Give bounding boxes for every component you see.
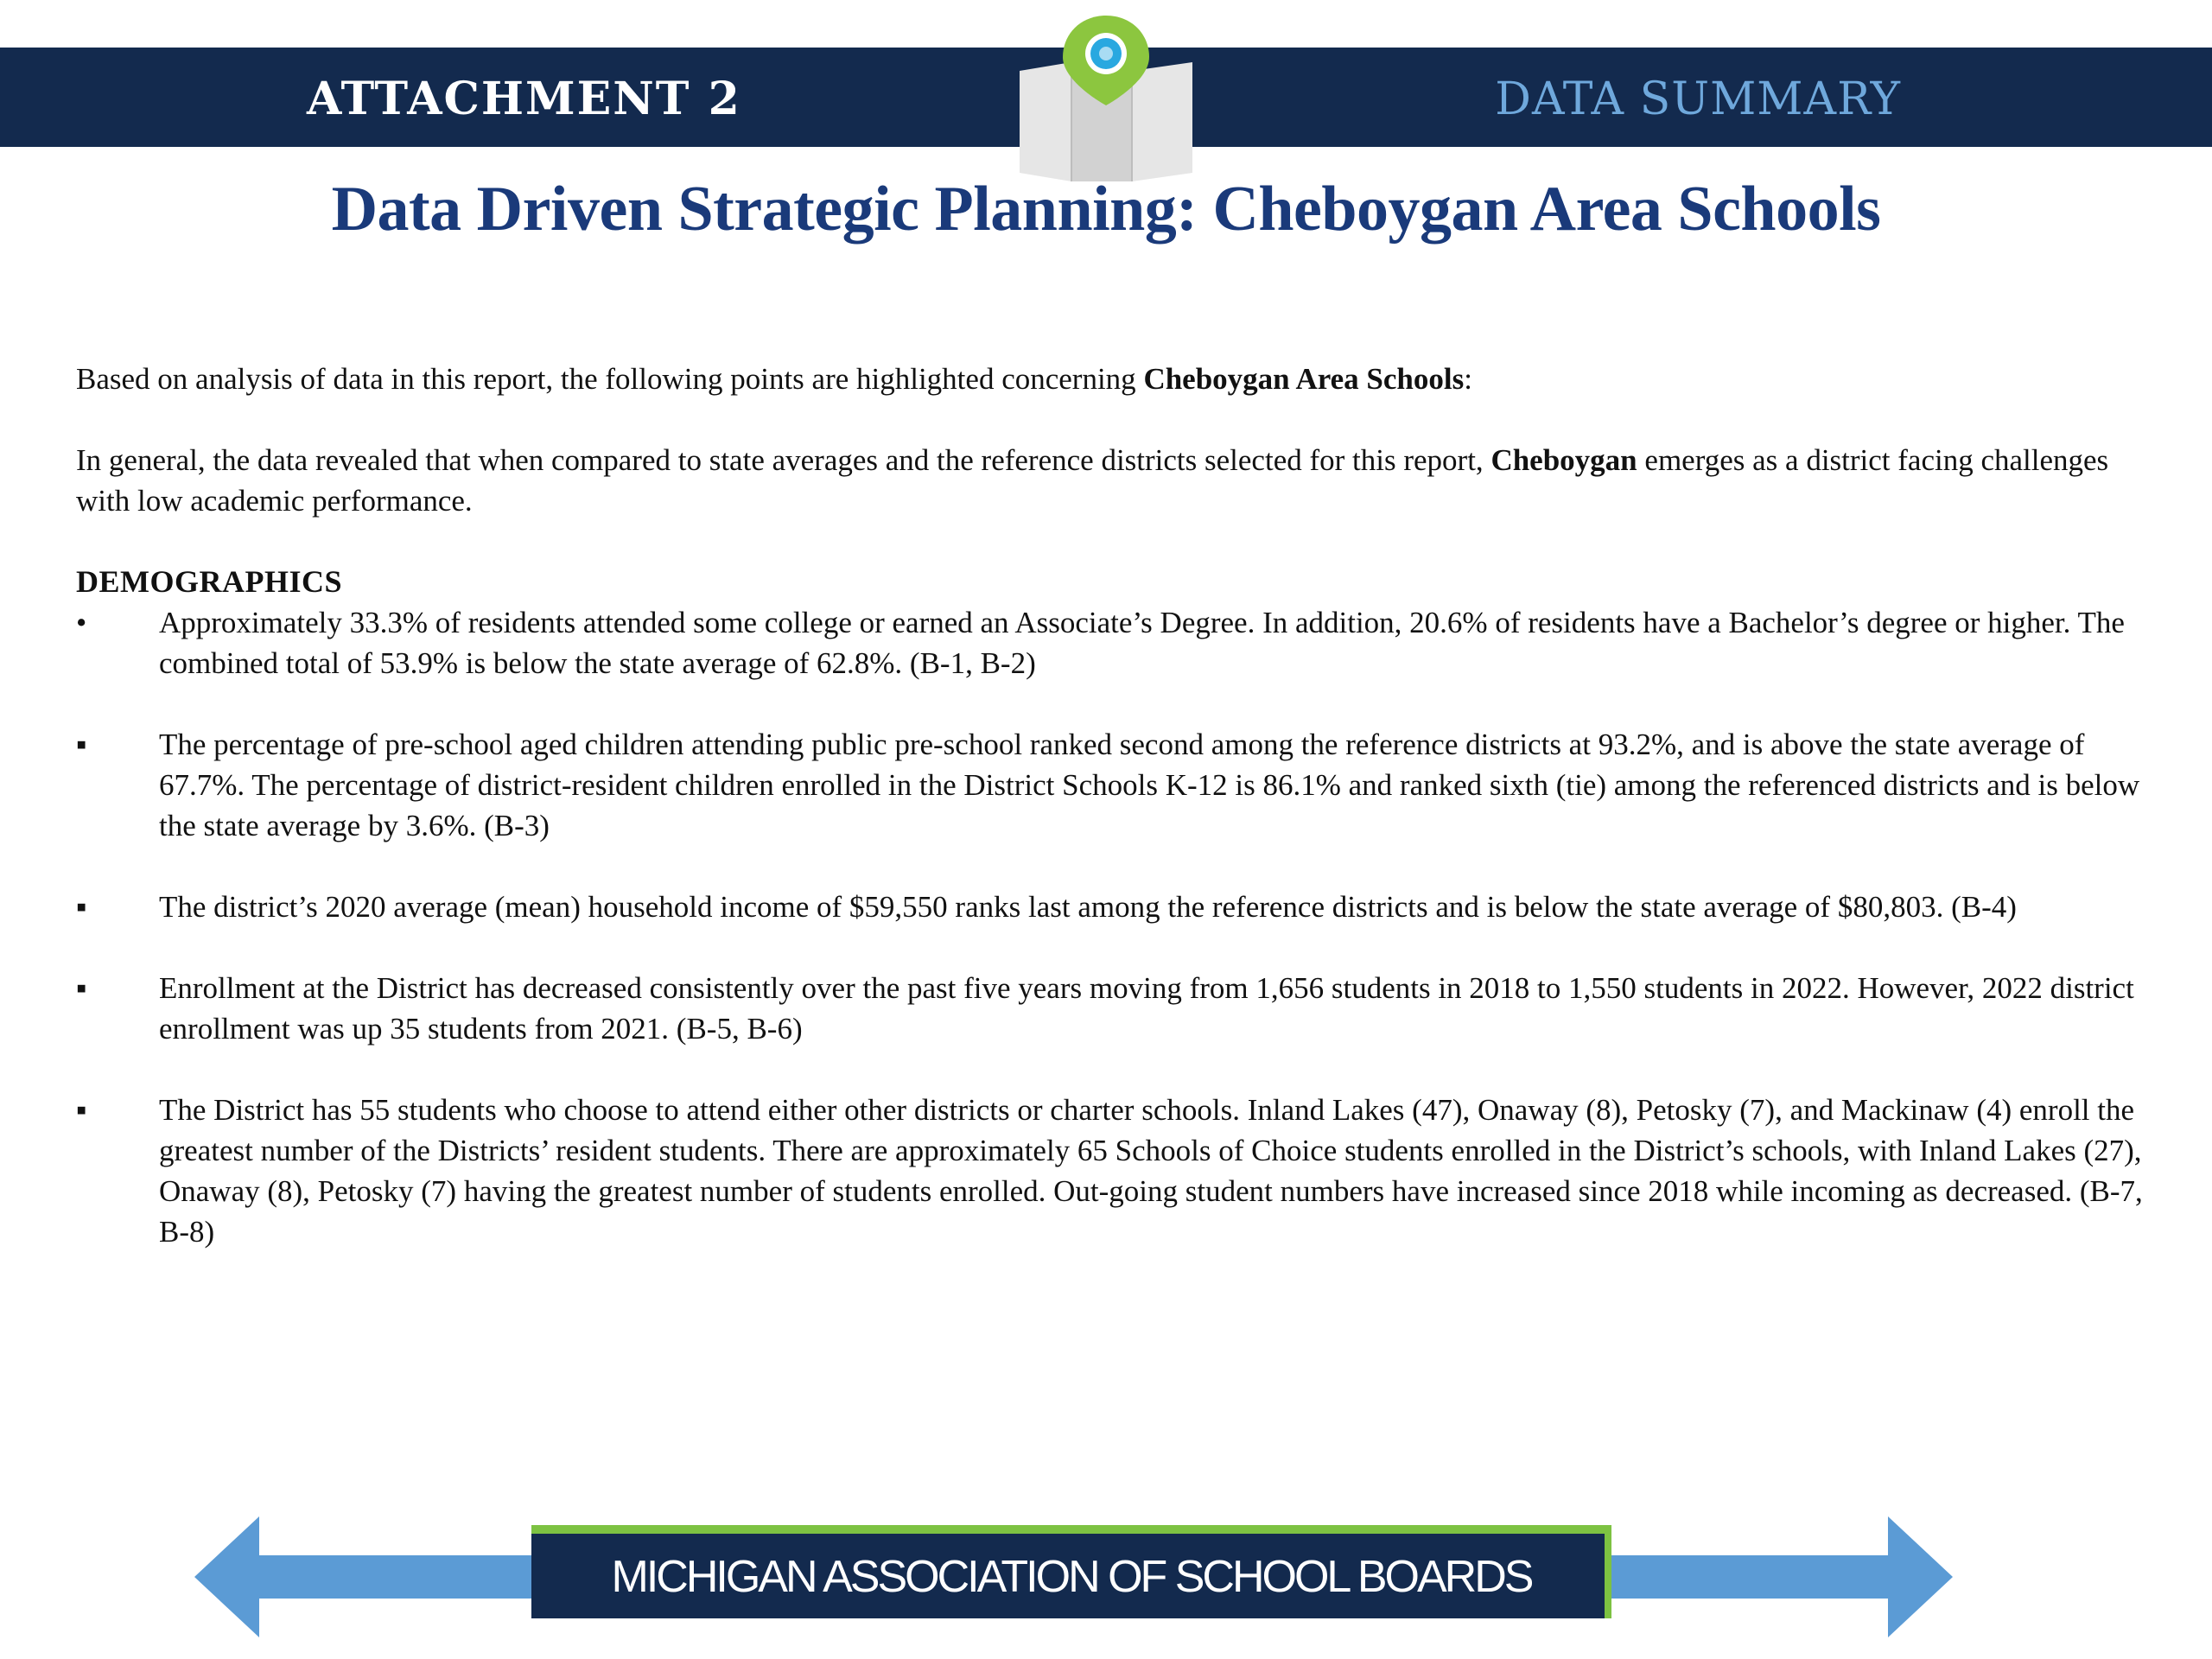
document-body — [76, 359, 2150, 1293]
data-summary-label: DATA SUMMARY — [1495, 73, 1901, 125]
bullet-marker: ▪ — [76, 1093, 87, 1127]
general-suffix: emerges as a district facing challenges with low academic performance. — [76, 443, 2109, 518]
intro-paragraph — [76, 359, 2150, 399]
general-paragraph — [76, 440, 2150, 521]
map-pin-icon — [1011, 9, 1201, 181]
general-district-name: Cheboygan — [1491, 443, 1637, 477]
list-item — [76, 968, 2150, 1049]
list-item — [76, 1090, 2150, 1252]
list-item — [76, 887, 2150, 927]
bullet-marker: ▪ — [76, 971, 87, 1005]
demographics-list — [76, 602, 2150, 1252]
bullet-marker: • — [76, 606, 87, 639]
bullet-text: The district’s 2020 average (mean) household income of $59,550 ranks last among the reference districts and is below the state average of $80,803. (B-4) — [159, 890, 2017, 924]
bullet-text: The percentage of pre-school aged children attending public pre-school ranked second among the reference districts at 93.2%, and is above the state average of 67.7%. The percentage of district-resident children enrolled in the District Schools K-12 is 86.1% and ranked sixth (tie) among the referenced districts and is below the state average by 3.6%. (B-3) — [159, 728, 2140, 842]
list-item — [76, 724, 2150, 846]
intro-suffix: : — [1464, 362, 1472, 396]
bullet-text: The District has 55 students who choose to attend either other districts or charter schools. Inland Lakes (47), Onaway (8), Petosky (7), and Mackinaw (4) enroll the greatest number of the Districts’ resident students. There are approximately 65 Schools of Choice students enrolled in the District’s schools, with Inland Lakes (27), Onaway (8), Petosky (7) having the greatest number of students enrolled. Out-going student numbers have increased since 2018 while incoming as decreased. (B-7, B-8) — [159, 1093, 2143, 1249]
demographics-heading: DEMOGRAPHICS — [76, 564, 343, 599]
bullet-marker: ▪ — [76, 728, 87, 761]
bullet-marker: ▪ — [76, 890, 87, 924]
general-text: In general, the data revealed that when compared to state averages and the reference districts selected for this report, — [76, 443, 1491, 477]
bullet-text: Enrollment at the District has decreased consistently over the past five years moving from 1,656 students in 2018 to 1,550 students in 2022. However, 2022 district enrollment was up 35 students from 2021. (B-5, B-6) — [159, 971, 2134, 1046]
footer-banner-text: MICHIGAN ASSOCIATION OF SCHOOL BOARDS — [611, 1552, 1532, 1602]
intro-district-name: Cheboygan Area Schools — [1143, 362, 1465, 396]
page-title: Data Driven Strategic Planning: Cheboygan Area Schools — [331, 174, 1881, 245]
list-item — [76, 602, 2150, 683]
intro-text: Based on analysis of data in this report, the following points are highlighted concerning — [76, 362, 1144, 396]
bullet-text: Approximately 33.3% of residents attended some college or earned an Associate’s Degree. In addition, 20.6% of residents have a Bachelor’s degree or higher. The combined total of 53.9% is below the state average of 62.8%. (B-1, B-2) — [159, 606, 2125, 680]
attachment-label: ATTACHMENT 2 — [307, 73, 741, 125]
